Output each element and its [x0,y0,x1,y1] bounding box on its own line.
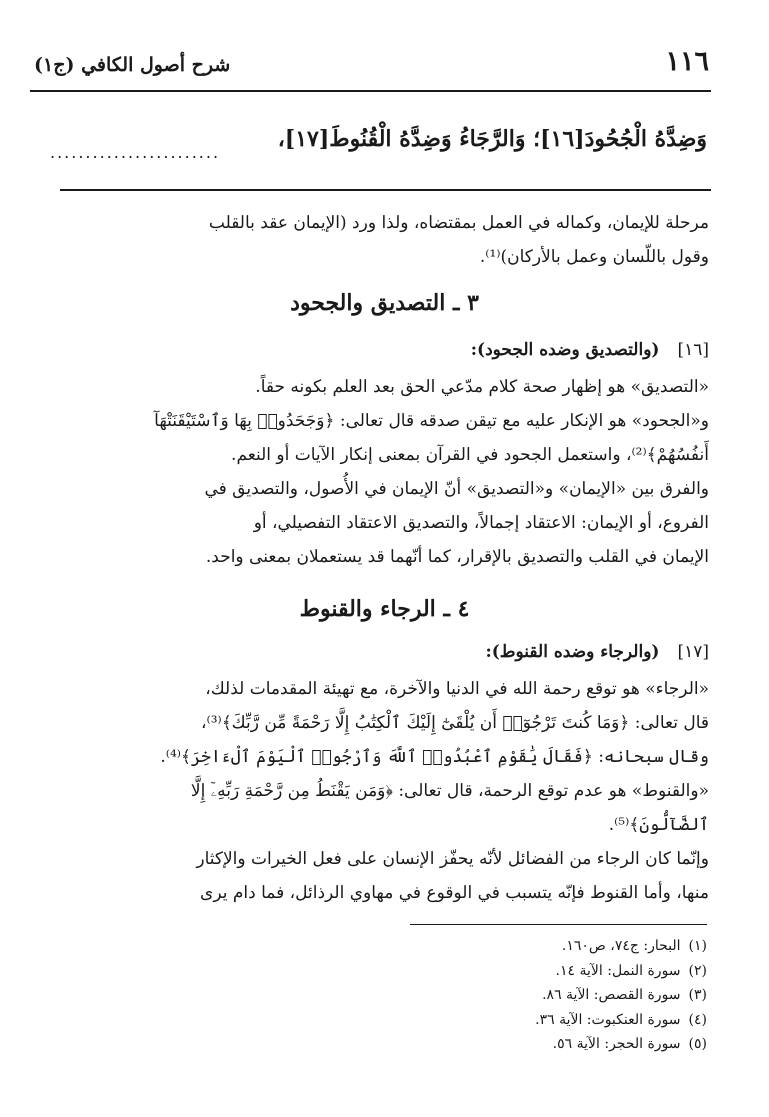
text-line: «والقنوط» هو عدم توقع الرحمة، قال تعالى: ﴿وَمَن يَقْنَطُ مِن رَّحْمَةِ رَبِّهِۦٓ إِلَّا [190,781,709,801]
matn-dots: ........................ [50,143,221,162]
text-line: «التصديق» هو إظهار صحة كلام مدّعي الحق بعد العلم بكونه حقاً. [255,377,709,397]
footnote-item [535,983,707,1008]
commentary-number: [١٧] [677,642,709,662]
footnote-text: سورة العنكبوت: الآية ٣٦. [535,1011,681,1028]
text-line: «الرجاء» هو توقع رحمة الله في الدنيا والآخرة، مع تهيئة المقدمات لذلك، [205,679,709,699]
footnote-number: (١) [688,938,707,954]
text-line: وقال سبحانه: ﴿فَقَالَ يَٰقَوْمِ ٱعْبُدُوا۟ ٱللَّهَ وَٱرْجُوا۟ ٱلْيَوْمَ ٱلْءَاخِرَ﴾⁽⁴⁾. [160,747,709,767]
footnote-item [535,1008,707,1033]
text-line: مرحلة للإيمان، وكماله في العمل بمقتضاه، ولذا ورد (الإيمان عقد بالقلب [208,213,709,233]
text-line: منها، وأما القنوط فإنّه يتسبب في الوقوع في مهاوي الرذائل، فما دام يرى [200,883,709,903]
section-heading: ٣ ـ التصديق والجحود [290,290,479,316]
text-line: الإيمان في القلب والتصديق بالإقرار، كما أنّهما قد يستعملان بمعنى واحد. [205,547,709,567]
text-line: وإنّما كان الرجاء من الفضائل لأنّه يحفّز الإنسان على فعل الخيرات والإكثار [196,849,709,869]
footnote-number: (٤) [688,1011,707,1028]
footnote-text: البحار: ج٧٤، ص١٦٠. [561,938,681,954]
footnote-text: سورة الحجر: الآية ٥٦. [552,1036,681,1052]
text-line: أَنفُسُهُمْ﴾⁽²⁾، واستعمل الجحود في القرآن بمعنى إنكار الآيات أو النعم. [231,445,709,465]
footnote-text: سورة القصص: الآية ٨٦. [542,987,681,1003]
running-title: شرح أصول الكافي (ج١) [34,54,231,76]
text-line: قال تعالى: ﴿وَمَا كُنتَ تَرْجُوٓا۟ أَن يُلْقَىٰٓ إِلَيْكَ ٱلْكِتَٰبُ إِلَّا رَحْمَةً مِّن رَّبِّكَ﴾⁽³⁾، [201,713,709,733]
section3-body [60,370,709,574]
text-line: والفرق بين «الإيمان» و«التصديق» أنّ الإيمان في الأُصول، والتصديق في [204,479,709,499]
footnote-item [535,1032,707,1057]
text-line: وقول باللّسان وعمل بالأركان)⁽¹⁾. [479,247,709,267]
footnote-item [535,959,707,984]
matn-rule [60,189,711,191]
matn-text: وَضِدَّهُ الْجُحُودَ[١٦]؛ وَالرَّجَاءُ وَضِدَّهُ الْقُنُوطَ[١٧]، [277,126,707,152]
footnotes [535,934,707,1057]
page-number: ١١٦ [665,46,709,77]
text-line: ٱلضَّآلُّونَ﴾⁽⁵⁾. [608,815,709,835]
commentary-number: [١٦] [677,340,709,360]
subheading-text: (والرجاء وضده القنوط): [485,642,660,662]
subheading-text: (والتصديق وضده الجحود): [470,340,660,360]
footnote-number: (٥) [688,1036,707,1052]
header-rule [30,90,711,92]
commentary-subheading [60,340,709,360]
section4-body [60,672,709,910]
footnote-rule [410,924,707,925]
section-heading: ٤ ـ الرجاء والقنوط [299,596,470,622]
text-line: الفروع، أو الإيمان: الاعتقاد إجمالاً، والتصديق الاعتقاد التفصيلي، أو [253,513,709,533]
footnote-number: (٣) [688,987,707,1003]
text-line: و«الجحود» هو الإنكار عليه مع تيقن صدقه قال تعالى: ﴿وَجَحَدُوا۟ بِهَا وَٱسْتَيْقَنَتْهَآ [154,411,709,431]
footnote-item [535,934,707,959]
footnote-number: (٢) [688,962,707,979]
intro-paragraph [60,206,709,274]
commentary-subheading [60,642,709,662]
footnote-text: سورة النمل: الآية ١٤. [555,962,681,979]
